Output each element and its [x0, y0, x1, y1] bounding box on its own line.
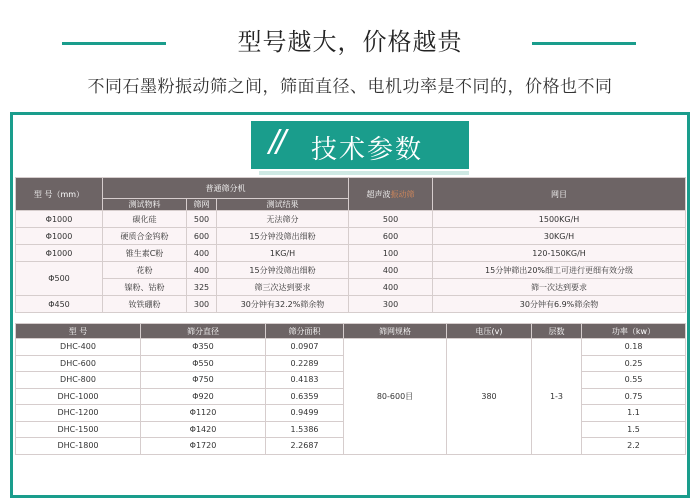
page-subtitle: 不同石墨粉振动筛之间，筛面直径、电机功率是不同的，价格也不同	[87, 77, 613, 97]
header-voltage: 电压(v)	[447, 324, 532, 339]
header-material: 测试物料	[103, 199, 187, 211]
table-row: Φ450 钕铁硼粉 300 30分钟有32.2%筛余物 300 30分钟有6.9%筛余物	[16, 296, 686, 313]
header-model2: 型 号	[16, 324, 141, 339]
banner-slashes: //	[269, 124, 284, 159]
table-row: DHC-1800 Φ1720 2.2687 2.2	[16, 438, 686, 455]
table-row: DHC-600 Φ550 0.2289 0.25	[16, 355, 686, 372]
header-mesh-spec: 筛网规格	[344, 324, 447, 339]
header-ultrasonic: 超声波振动筛	[349, 178, 433, 211]
header-normal-sieve: 普通筛分机	[103, 178, 349, 199]
shared-layers: 1-3	[532, 339, 582, 455]
table-row: Φ1000 硬质合金钨粉 600 15分钟没筛出细粉 600 30KG/H	[16, 228, 686, 245]
spec-frame	[10, 112, 690, 498]
table-row: DHC-800 Φ750 0.4183 0.55	[16, 372, 686, 389]
spec-banner	[251, 121, 469, 169]
shared-mesh: 80-600目	[344, 339, 447, 455]
header-power: 功率（kw）	[582, 324, 686, 339]
page-title: 型号越大，价格越贵	[237, 28, 463, 56]
banner-shadow	[259, 171, 469, 175]
table-row: DHC-1000 Φ920 0.6359 0.75	[16, 388, 686, 405]
header-diameter: 筛分直径	[141, 324, 266, 339]
table-row: 镍粉、钴粉 325 筛三次达到要求 400 筛一次达到要求	[16, 279, 686, 296]
header-mesh: 筛网	[187, 199, 217, 211]
table-row: Φ500 花粉 400 15分钟没筛出细粉 400 15分钟筛出20%细工可进行更细有效分级	[16, 262, 686, 279]
table-row: DHC-1200 Φ1120 0.9499 1.1	[16, 405, 686, 422]
header-layers: 层数	[532, 324, 582, 339]
model-spec-table	[15, 323, 686, 455]
header-result: 测试结果	[217, 199, 349, 211]
table-row: Φ1000 碳化硅 500 无法筛分 500 1500KG/H	[16, 211, 686, 228]
comparison-table	[15, 177, 686, 313]
table-row: Φ1000 锥生素C粉 400 1KG/H 100 120-150KG/H	[16, 245, 686, 262]
header-area: 筛分面积	[266, 324, 344, 339]
table-row: DHC-400 Φ350 0.0907 80-600目 380 1-3 0.18	[16, 339, 686, 356]
header-target: 网目	[433, 178, 686, 211]
banner-title: 技术参数	[311, 135, 424, 165]
table-row: DHC-1500 Φ1420 1.5386 1.5	[16, 421, 686, 438]
header-model: 型 号（mm）	[16, 178, 103, 211]
shared-voltage: 380	[447, 339, 532, 455]
